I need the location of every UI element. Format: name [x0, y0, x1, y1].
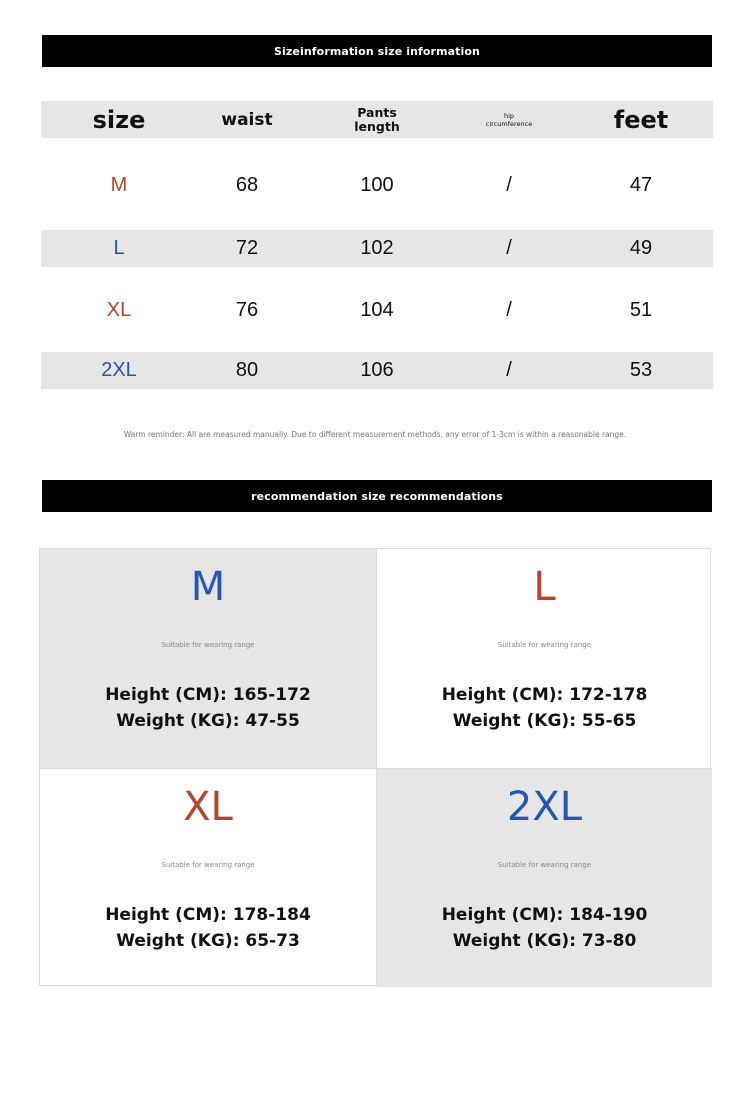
- header-hip-line2: circumference: [485, 119, 533, 128]
- recommendation-height: Height (CM): 172-178: [441, 685, 648, 705]
- row-feet: 47: [629, 174, 653, 196]
- header-waist: waist: [221, 109, 273, 130]
- row-pants-length: 104: [360, 299, 394, 321]
- warm-reminder: Warm reminder: All are measured manually. Due to different measurement methods, any error of 1-3cm is within a reasonable range.: [123, 430, 627, 439]
- table-row: [41, 352, 713, 389]
- recommendation-note: Suitable for wearing range: [497, 641, 592, 649]
- recommendation-card-l: [376, 549, 712, 768]
- header-feet: feet: [613, 105, 669, 134]
- recommendation-grid: [39, 548, 711, 986]
- recommendation-weight: Weight (KG): 47-55: [116, 711, 300, 731]
- row-size: M: [110, 174, 128, 196]
- recommendation-card-m: [40, 549, 376, 768]
- recommendation-weight: Weight (KG): 55-65: [452, 711, 637, 731]
- row-feet: 53: [629, 359, 653, 381]
- row-hip: /: [506, 299, 512, 321]
- header-pants-line2: length: [354, 118, 400, 134]
- recommendation-card-xl: [40, 768, 376, 987]
- size-information-title: Sizeinformation size information: [274, 44, 480, 58]
- recommendation-note: Suitable for wearing range: [161, 861, 255, 869]
- row-feet: 51: [629, 299, 653, 321]
- size-recommendation-title: recommendation size recommendations: [251, 489, 503, 503]
- table-row: [41, 230, 713, 267]
- recommendation-size: M: [190, 564, 226, 610]
- row-size: L: [113, 237, 125, 259]
- row-waist: 80: [235, 359, 259, 381]
- recommendation-height: Height (CM): 184-190: [441, 905, 648, 925]
- row-waist: 68: [235, 174, 259, 196]
- table-row: [41, 167, 713, 204]
- recommendation-weight: Weight (KG): 65-73: [116, 931, 300, 951]
- header-size: size: [92, 105, 146, 134]
- size-information-banner: [42, 35, 712, 67]
- row-hip: /: [506, 174, 512, 196]
- header-hip-circumference: [469, 101, 549, 138]
- row-pants-length: 106: [360, 359, 394, 381]
- table-row: [41, 292, 713, 329]
- row-hip: /: [506, 237, 512, 259]
- header-hip-line1: hip: [503, 111, 515, 120]
- row-pants-length: 100: [360, 174, 394, 196]
- row-waist: 72: [235, 237, 259, 259]
- recommendation-size: XL: [183, 784, 233, 830]
- recommendation-note: Suitable for wearing range: [161, 641, 255, 649]
- row-pants-length: 102: [360, 237, 394, 259]
- row-waist: 76: [235, 299, 259, 321]
- recommendation-size: 2XL: [506, 784, 583, 830]
- table-header-row: [41, 101, 713, 138]
- recommendation-height: Height (CM): 165-172: [105, 685, 311, 705]
- row-feet: 49: [629, 237, 653, 259]
- recommendation-size: L: [533, 564, 556, 610]
- header-pants-length: [337, 101, 417, 138]
- row-size: XL: [106, 299, 132, 321]
- row-hip: /: [506, 359, 512, 381]
- size-recommendation-banner: [42, 480, 712, 512]
- recommendation-weight: Weight (KG): 73-80: [452, 931, 637, 951]
- row-size: 2XL: [101, 359, 137, 381]
- header-pants-line1: Pants: [357, 104, 397, 120]
- recommendation-height: Height (CM): 178-184: [105, 905, 311, 925]
- recommendation-card-2xl: [376, 768, 712, 987]
- recommendation-note: Suitable for wearing range: [497, 861, 592, 869]
